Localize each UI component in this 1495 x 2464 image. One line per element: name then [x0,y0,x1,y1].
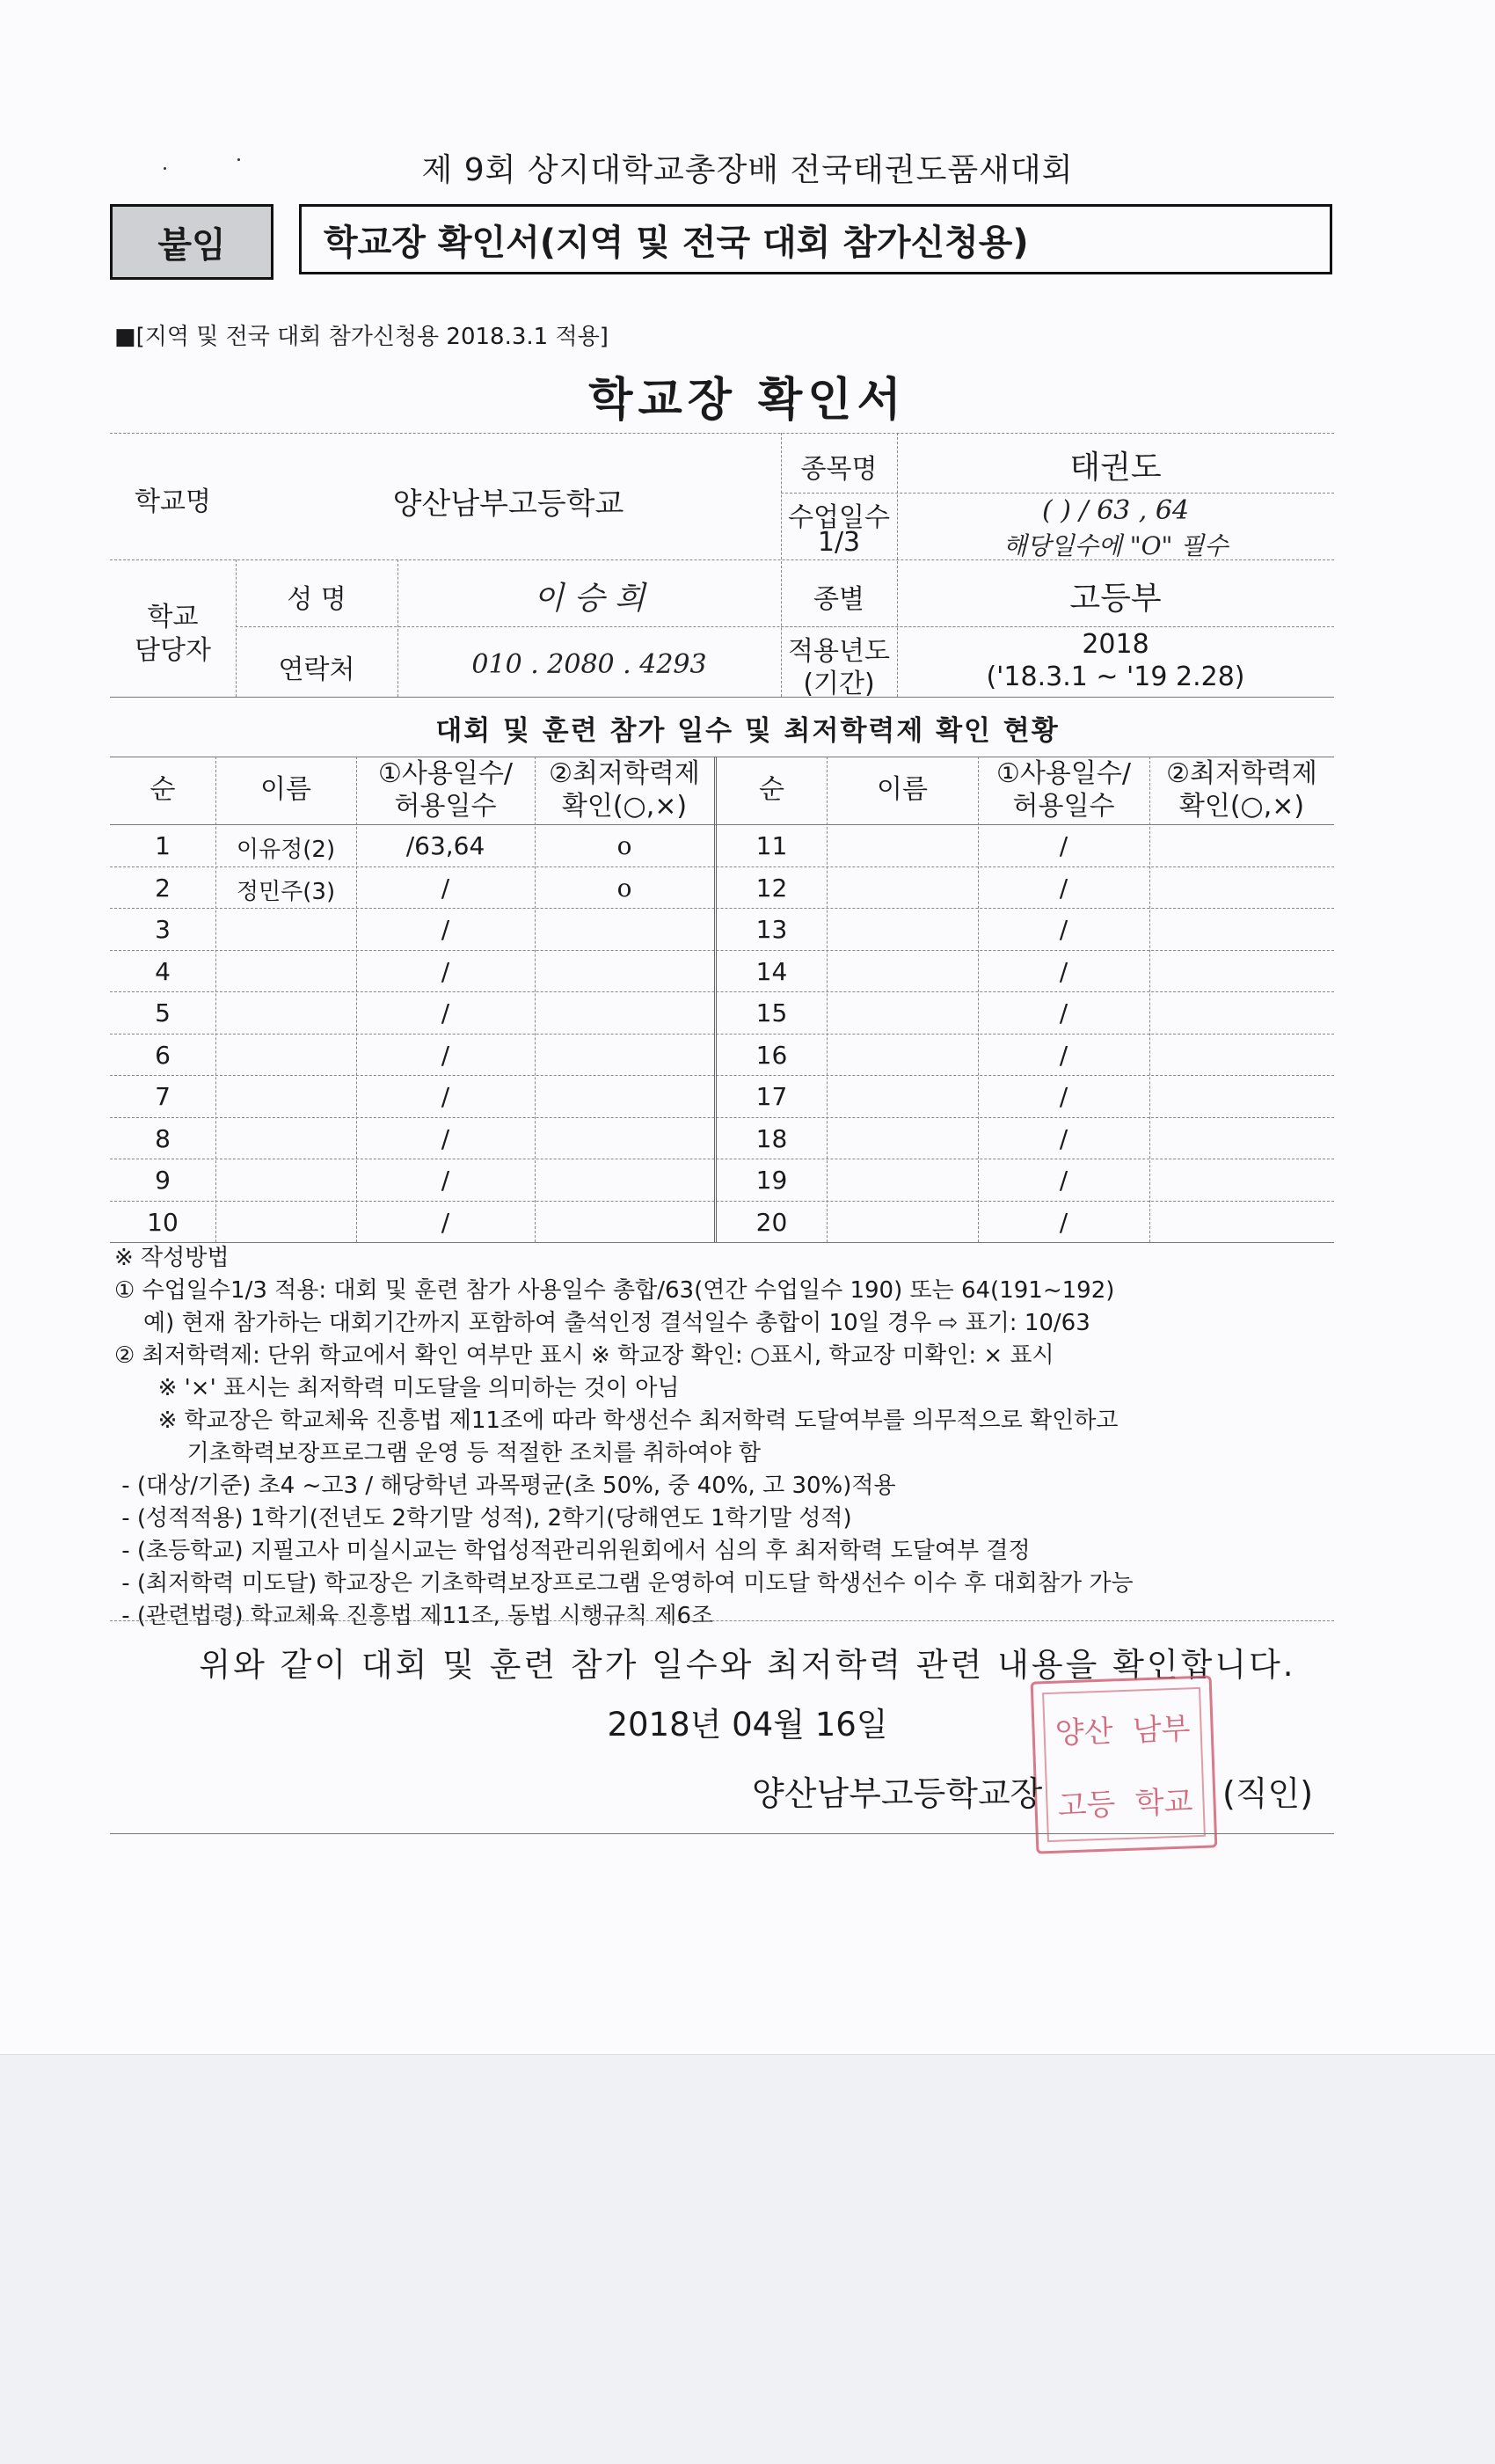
col-header-days: ①사용일수/ [996,758,1131,789]
col-header-no: 순 [759,774,784,805]
table-cell-days: / [441,1082,450,1111]
col-header-check: ②최저학력제 [1166,758,1317,789]
note-line: - (관련법령) 학교체육 진흥법 제11조, 동법 시행규칙 제6조 [114,1603,714,1629]
table-cell-no: 5 [155,998,171,1027]
table-cell-no: 3 [155,915,171,944]
table-cell-days: / [441,998,450,1027]
name-label: 성 명 [287,584,346,615]
confirmation-statement: 위와 같이 대회 및 훈련 참가 일수와 최저학력 관련 내용을 확인합니다. [199,1646,1296,1684]
seal-label: (직인) [1222,1774,1314,1813]
note-line: ※ 작성방법 [114,1245,230,1271]
year-period-label: (기간) [803,669,875,699]
table-cell-no: 6 [155,1040,171,1070]
table-cell-days: / [1059,831,1068,860]
table-cell-days: / [1059,1082,1068,1111]
col-header-days-sub: 허용일수 [1012,791,1115,822]
col-header-name: 이름 [260,774,311,805]
page-title: 학교장 확인서 [588,374,907,427]
table-cell-name: 이유정(2) [236,837,336,863]
school-name-value: 양산남부고등학교 [392,486,624,522]
table-cell-days: / [1059,998,1068,1027]
class-days-value: ( ) / 63 , 64 [1041,495,1190,526]
note-line: - (초등학교) 지필고사 미실시교는 학업성적관리위원회에서 심의 후 최저학력 도달여부 결정 [114,1538,1031,1564]
instructions-notes [114,1242,1363,1633]
col-header-no: 순 [150,774,176,805]
table-cell-no: 2 [155,873,171,903]
note-line: - (최저학력 미도달) 학교장은 기초학력보장프로그램 운영하여 미도달 학생선수 이수 후 대회참가 가능 [114,1570,1134,1597]
table-cell-days: / [441,1166,450,1195]
table-cell-no: 18 [755,1123,788,1153]
seal-character: 고등 [1057,1787,1117,1824]
table-cell-days: / [441,915,450,944]
col-header-check: ②최저학력제 [549,758,700,789]
note-line: ※ 학교장은 학교체육 진흥법 제11조에 따라 학생선수 최저학력 도달여부를 의무적으로 확인하고 [114,1407,1119,1434]
table-cell-no: 11 [755,831,788,860]
col-header-check-sub: 확인(○,×) [561,791,688,822]
col-header-days-sub: 허용일수 [394,791,497,822]
note-line: - (대상/기준) 초4 ~고3 / 해당학년 과목평균(초 50%, 중 40%, 고 30%)적용 [114,1473,896,1499]
note-line: - (성적적용) 1학기(전년도 2학기말 성적), 2학기(당해연도 1학기말 성적) [114,1505,852,1532]
table-cell-days: / [441,873,450,903]
table-cell-name: 정민주(3) [236,878,336,905]
table-cell-days: / [1059,1123,1068,1153]
division-value: 고등부 [1069,581,1162,617]
table-cell-no: 1 [155,831,171,860]
table-cell-no: 15 [755,998,788,1027]
table-cell-check: o [616,831,632,860]
table-cell-days: / [441,956,450,986]
seal-character: 학교 [1134,1784,1194,1822]
table-cell-days: / [1059,1207,1068,1237]
table-cell-no: 8 [155,1123,171,1153]
table-cell-days: / [1059,1040,1068,1070]
manager-contact: 010 . 2080 . 4293 [471,649,707,680]
manager-label-2: 담당자 [135,635,211,666]
status-table-title: 대회 및 훈련 참가 일수 및 최저학력제 확인 현황 [435,715,1060,747]
event-value: 태권도 [1069,450,1162,486]
table-cell-check: o [616,873,632,903]
note-line: ② 최저학력제: 단위 학교에서 확인 여부만 표시 ※ 학교장 확인: ○표시, 학교장 미확인: × 표시 [114,1342,1054,1369]
backing-page [0,2054,1495,2464]
table-cell-days: / [1059,1166,1068,1195]
note-line: ※ '×' 표시는 최저학력 미도달을 의미하는 것이 아님 [114,1375,680,1401]
division-label: 종별 [813,584,864,615]
table-cell-days: / [441,1040,450,1070]
table-cell-no: 4 [155,956,171,986]
table-cell-days: /63,64 [405,831,485,860]
principal-signature: 양산남부고등학교장 [752,1774,1043,1813]
attachment-label: 붙임 [110,204,273,280]
note-line: ① 수업일수1/3 적용: 대회 및 훈련 참가 사용일수 총합/63(연간 수업일수 190) 또는 64(191~192) [114,1277,1115,1304]
contest-title: 제 9회 상지대학교총장배 전국태권도품새대회 [421,152,1074,188]
event-label: 종목명 [800,454,878,485]
table-cell-no: 10 [147,1207,179,1237]
col-header-name: 이름 [877,774,928,805]
table-cell-no: 7 [155,1082,171,1111]
table-cell-days: / [441,1207,450,1237]
note-line: 기초학력보장프로그램 운영 등 적절한 조치를 취하여야 함 [114,1440,762,1466]
note-line: 예) 현재 참가하는 대회기간까지 포함하여 출석인정 결석일수 총합이 10일 경우 ⇨ 표기: 10/63 [114,1310,1090,1336]
document-title-box: 학교장 확인서(지역 및 전국 대회 참가신청용) [299,204,1332,274]
applied-note: ■[지역 및 전국 대회 참가신청용 2018.3.1 적용] [114,324,609,350]
year-period-value: ('18.3.1 ~ '19 2.28) [986,662,1245,692]
table-cell-days: / [1059,956,1068,986]
table-cell-no: 12 [755,873,788,903]
manager-label-1: 학교 [147,602,199,632]
year-value: 2018 [1082,629,1149,660]
table-cell-days: / [1059,873,1068,903]
manager-name: 이 승 희 [533,581,645,617]
issue-date: 2018년 04월 16일 [607,1706,888,1744]
class-days-label: 수업일수 [788,502,890,533]
col-header-days: ①사용일수/ [378,758,513,789]
official-seal [1031,1675,1218,1853]
table-cell-no: 16 [755,1040,788,1070]
table-cell-no: 9 [155,1166,171,1195]
class-days-instruction: 해당일수에 "O" 필수 [1003,531,1229,560]
seal-character: 남부 [1132,1711,1192,1749]
contact-label: 연락처 [278,654,355,685]
table-cell-no: 14 [755,956,788,986]
col-header-check-sub: 확인(○,×) [1178,791,1305,822]
table-cell-no: 20 [755,1207,788,1237]
class-days-fraction: 1/3 [817,527,861,558]
school-name-label: 학교명 [135,486,211,517]
year-label: 적용년도 [788,636,890,667]
table-cell-days: / [1059,915,1068,944]
table-cell-no: 13 [755,915,788,944]
table-cell-days: / [441,1123,450,1153]
table-cell-no: 17 [755,1082,788,1111]
seal-character: 양산 [1054,1714,1114,1751]
table-cell-no: 19 [755,1166,788,1195]
